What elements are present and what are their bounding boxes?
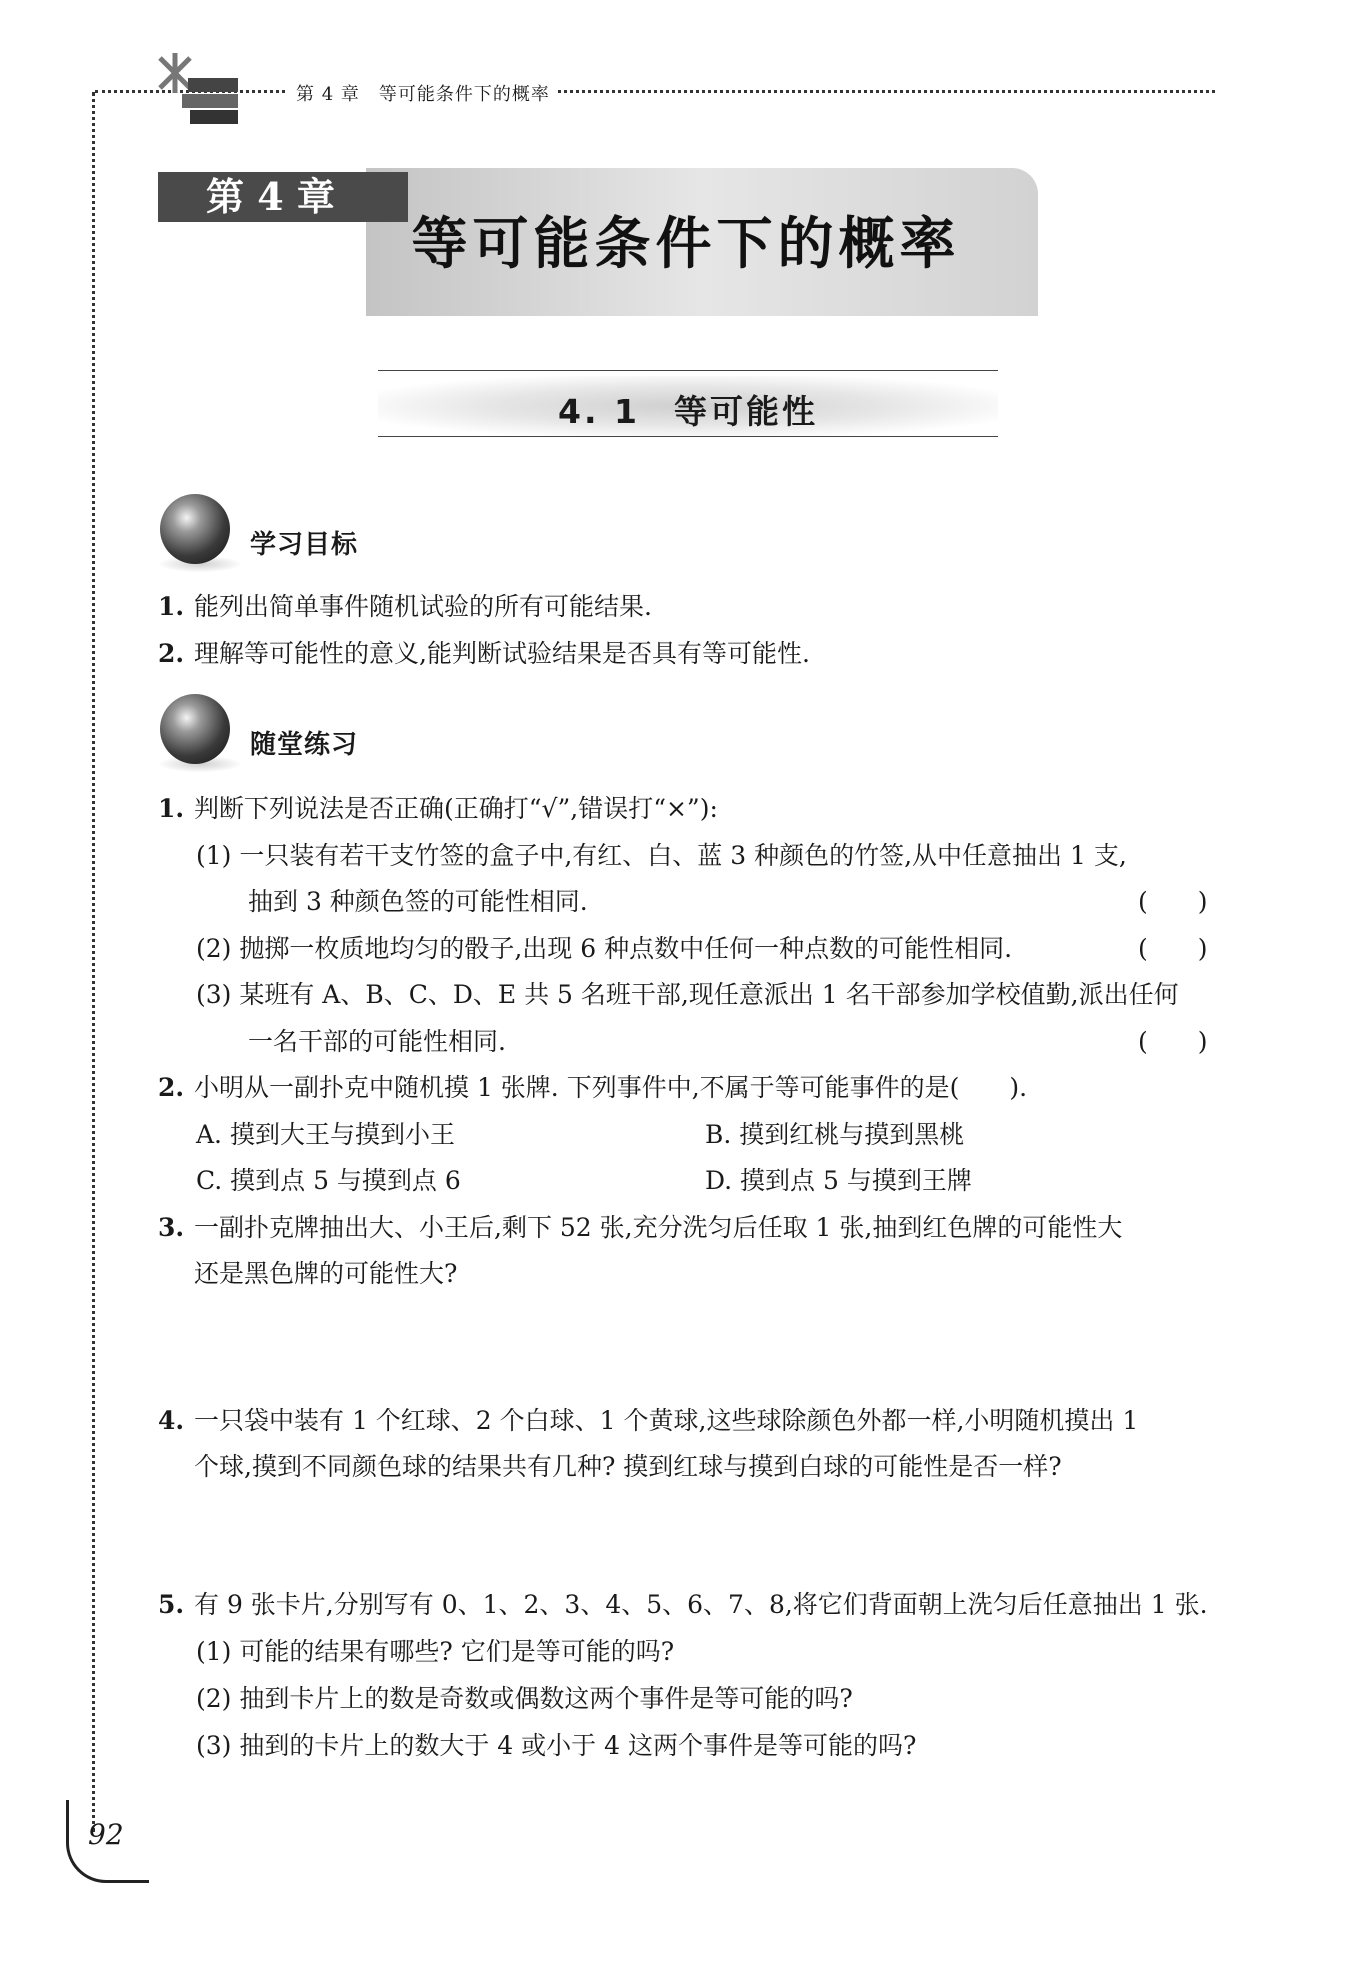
question-4: 4. 一只袋中装有 1 个红球、2 个白球、1 个黄球,这些球除颜色外都一样,小明随机摸出 1 xyxy=(158,1406,1139,1435)
q1-sub3: (3) 某班有 A、B、C、D、E 共 5 名班干部,现任意派出 1 名干部参加学校值勤,派出任何 xyxy=(196,980,1179,1009)
q3-cont: 还是黑色牌的可能性大? xyxy=(194,1259,458,1288)
objective-item: 2. 理解等可能性的意义,能判断试验结果是否具有等可能性. xyxy=(158,639,810,668)
section-number: 4. 1 xyxy=(558,392,640,431)
chapter-title: 等可能条件下的概率 xyxy=(411,212,961,277)
books-icon xyxy=(150,48,250,130)
q2-option-d: D. 摸到点 5 与摸到王牌 xyxy=(705,1166,972,1195)
objectives-ball-icon xyxy=(160,494,230,564)
objective-item: 1. 能列出简单事件随机试验的所有可能结果. xyxy=(158,592,652,621)
page-number: 92 xyxy=(88,1818,124,1851)
q5-sub1: (1) 可能的结果有哪些? 它们是等可能的吗? xyxy=(196,1637,675,1666)
q1-sub3-cont: 一名干部的可能性相同. xyxy=(248,1027,506,1056)
q2-option-a: A. 摸到大王与摸到小王 xyxy=(196,1120,455,1149)
q1-sub2: (2) 抛掷一枚质地均匀的骰子,出现 6 种点数中任何一种点数的可能性相同. xyxy=(196,934,1013,963)
q4-cont: 个球,摸到不同颜色球的结果共有几种? 摸到红球与摸到白球的可能性是否一样? xyxy=(194,1452,1062,1481)
question-5: 5. 有 9 张卡片,分别写有 0、1、2、3、4、5、6、7、8,将它们背面朝上洗匀后任意抽出 1 张. xyxy=(158,1590,1208,1619)
q2-option-c: C. 摸到点 5 与摸到点 6 xyxy=(196,1166,461,1195)
answer-bracket: ( ) xyxy=(1138,1027,1208,1056)
q5-sub3: (3) 抽到的卡片上的数大于 4 或小于 4 这两个事件是等可能的吗? xyxy=(196,1731,917,1760)
margin-rule xyxy=(92,92,95,1832)
answer-bracket: ( ) xyxy=(1138,934,1208,963)
answer-bracket: ( ) xyxy=(1138,887,1208,916)
practice-heading: 随堂练习 xyxy=(250,730,359,760)
q5-sub2: (2) 抽到卡片上的数是奇数或偶数这两个事件是等可能的吗? xyxy=(196,1684,853,1713)
running-header: 第 4 章 等可能条件下的概率 xyxy=(288,80,558,106)
q1-sub1-cont: 抽到 3 种颜色签的可能性相同. xyxy=(248,887,588,916)
section-rule-bottom xyxy=(378,436,998,437)
section-rule-top xyxy=(378,370,998,371)
chapter-label: 第 4 章 xyxy=(158,172,408,222)
q2-option-b: B. 摸到红桃与摸到黑桃 xyxy=(705,1120,965,1149)
question-3: 3. 一副扑克牌抽出大、小王后,剩下 52 张,充分洗匀后任取 1 张,抽到红色牌的可能性大 xyxy=(158,1213,1123,1242)
objectives-heading: 学习目标 xyxy=(250,530,359,560)
practice-globe-icon xyxy=(160,694,230,764)
question-1: 1. 判断下列说法是否正确(正确打“√”,错误打“×”): xyxy=(158,794,718,823)
section-heading xyxy=(378,386,998,433)
question-2: 2. 小明从一副扑克中随机摸 1 张牌. 下列事件中,不属于等可能事件的是( ). xyxy=(158,1073,1028,1102)
header-rule xyxy=(95,90,1215,93)
q1-sub1: (1) 一只装有若干支竹签的盒子中,有红、白、蓝 3 种颜色的竹签,从中任意抽出 1 支, xyxy=(196,841,1127,870)
section-title: 等可能性 xyxy=(673,392,818,431)
